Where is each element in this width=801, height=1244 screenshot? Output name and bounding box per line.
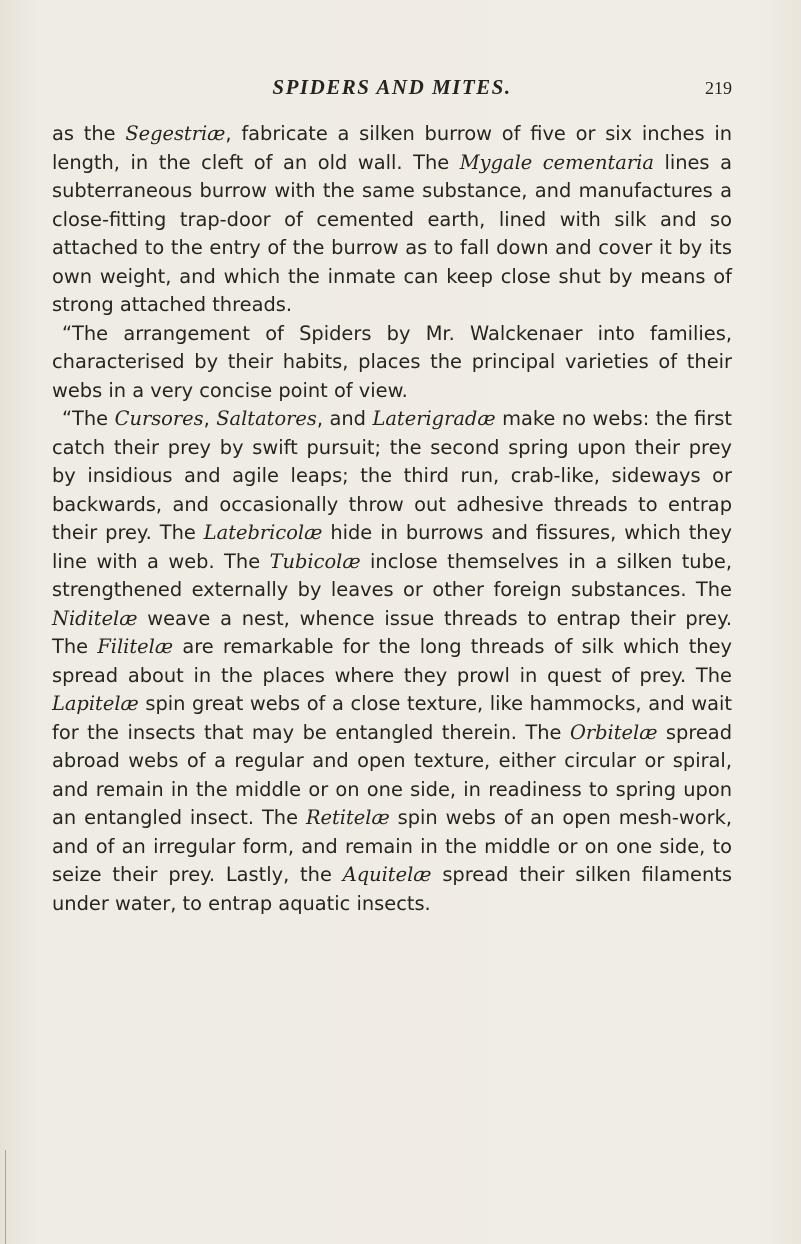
paragraph — [52, 120, 732, 320]
latin-name: Niditelæ — [52, 606, 138, 630]
text-run: spread their silken filaments under water, to entrap aquatic insects. — [52, 863, 732, 915]
text-run: spin webs of an open mesh-work, and of an irregular form, and remain in the middle or on one side, to seize their prey. Lastly, the — [52, 806, 732, 886]
paragraph — [52, 320, 732, 406]
text-run: inclose themselves in a silken tube, strengthened externally by leaves or other foreign substances. The — [52, 549, 732, 601]
latin-name: Tubicolæ — [269, 549, 361, 573]
text-run: are remarkable for the long threads of silk which they spread about in the places where they prowl in quest of prey. The — [52, 635, 733, 687]
running-head: SPIDERS AND MITES. — [272, 75, 512, 99]
gutter-line — [5, 1150, 6, 1244]
text-run: “The — [62, 407, 115, 430]
text-run: “The arrangement of Spiders by Mr. Walckenaer into families, characterised by their habits, places the principal varieties of their webs in a very concise point of view. — [52, 321, 732, 402]
latin-name: Saltatores — [216, 407, 317, 430]
latin-name: Orbitelæ — [569, 720, 658, 744]
paragraph — [52, 405, 732, 918]
text-run: spread abroad webs of a regular and open texture, either circular or spiral, and remain in the middle or on one side, in readiness to spring upon an entangled insect. The — [52, 720, 733, 829]
page-number: 219 — [705, 78, 732, 98]
text-run: , fabricate a silken burrow of five or six inches in length, in the cleft of an old wall. The — [52, 122, 732, 174]
latin-name: Aquitelæ — [342, 863, 432, 886]
latin-name: Retitelæ — [305, 806, 390, 829]
body-text — [52, 120, 732, 918]
latin-name: Latebricolæ — [203, 521, 323, 544]
text-run: weave a nest, whence issue threads to entrap their prey. The — [52, 606, 732, 658]
latin-name: Mygale cementaria — [459, 150, 654, 174]
text-run: hide in burrows and fissures, which they line with a web. The — [52, 521, 732, 573]
latin-name: Cursores — [114, 407, 204, 430]
latin-name: Segestriæ — [125, 122, 226, 145]
text-run: , and — [316, 407, 373, 430]
latin-name: Lapitelæ — [52, 692, 139, 715]
page-header — [52, 75, 732, 105]
text-run: as the — [52, 122, 126, 145]
latin-name: Laterigradæ — [372, 407, 496, 430]
text-run: , — [203, 407, 217, 430]
latin-name: Filitelæ — [97, 635, 174, 658]
text-run: make no webs: the first catch their prey by swift pursuit; the second spring upon their prey by insidious and agile leaps; the third run, crab-like, sideways or backwards, and occasionally throw out adhesive threads to entrap their prey. The — [52, 407, 732, 544]
text-run: spin great webs of a close texture, like hammocks, and wait for the insects that may be entangled therein. The — [52, 692, 732, 744]
text-run: lines a subterraneous burrow with the same substance, and manufactures a close-fitting trap-door of cemented earth, lined with silk and so attached to the entry of the burrow as to fall down and cover it by its own weight, and which the inmate can keep close shut by means of strong attached threads. — [52, 150, 732, 316]
